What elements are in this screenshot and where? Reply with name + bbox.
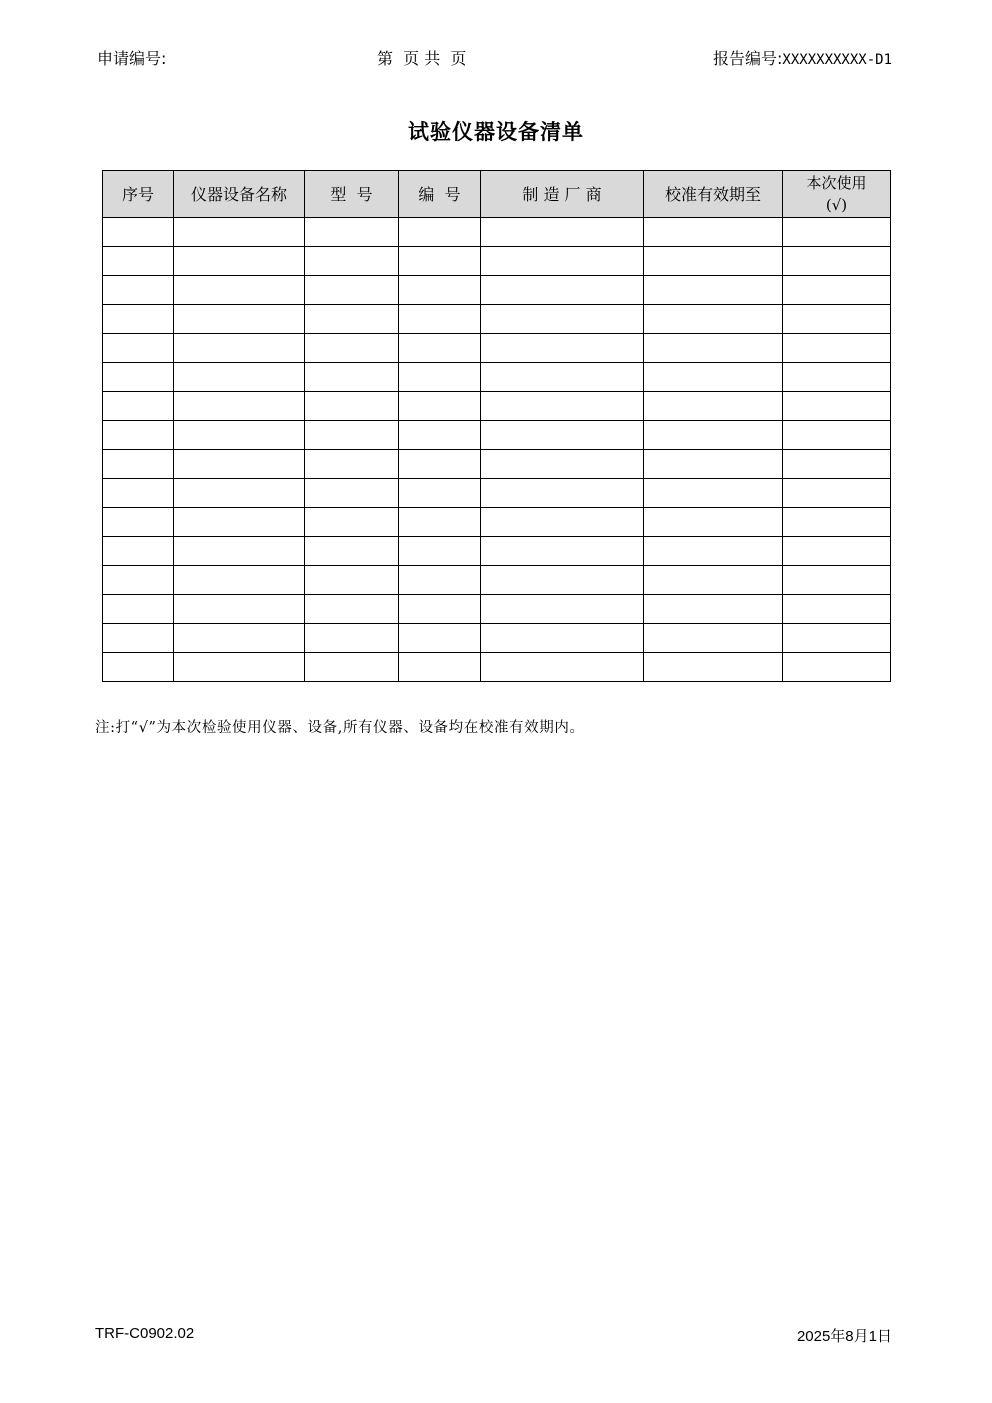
table-cell[interactable] [305,334,399,363]
table-cell[interactable] [644,479,783,508]
table-cell[interactable] [174,421,305,450]
table-cell[interactable] [644,334,783,363]
table-cell[interactable] [305,479,399,508]
page-counter: 第 页 共 页 [377,49,467,68]
table-cell[interactable] [481,537,644,566]
table-cell[interactable] [103,595,174,624]
table-cell[interactable] [305,624,399,653]
table-cell[interactable] [174,479,305,508]
table-row [103,247,891,276]
table-cell[interactable] [644,595,783,624]
table-cell[interactable] [481,421,644,450]
table-cell[interactable] [783,653,891,682]
column-header-serial: 序号 [103,171,174,218]
table-cell[interactable] [481,624,644,653]
table-row [103,450,891,479]
table-cell[interactable] [783,363,891,392]
column-header-manufacturer: 制 造 厂 商 [481,171,644,218]
table-cell[interactable] [399,595,481,624]
table-cell[interactable] [103,508,174,537]
table-cell[interactable] [644,421,783,450]
table-row [103,595,891,624]
table-cell[interactable] [305,566,399,595]
table-cell[interactable] [644,247,783,276]
table-cell[interactable] [103,392,174,421]
table-cell[interactable] [305,537,399,566]
table-cell[interactable] [783,624,891,653]
table-cell[interactable] [783,247,891,276]
table-cell[interactable] [399,450,481,479]
table-cell[interactable] [174,537,305,566]
table-cell[interactable] [305,653,399,682]
table-cell[interactable] [399,421,481,450]
table-cell[interactable] [103,218,174,247]
table-row [103,305,891,334]
table-row [103,276,891,305]
table-cell[interactable] [644,450,783,479]
table-cell[interactable] [481,363,644,392]
table-cell[interactable] [103,421,174,450]
table-cell[interactable] [481,508,644,537]
table-header-row [103,171,891,218]
table-cell[interactable] [103,479,174,508]
table-cell[interactable] [481,653,644,682]
table-cell[interactable] [305,247,399,276]
table-row [103,421,891,450]
table-cell[interactable] [644,566,783,595]
table-cell[interactable] [481,247,644,276]
table-cell[interactable] [399,508,481,537]
table-row [103,566,891,595]
table-body [103,218,891,682]
table-row [103,479,891,508]
table-cell[interactable] [305,305,399,334]
table-cell[interactable] [481,392,644,421]
table-cell[interactable] [174,595,305,624]
table-cell[interactable] [305,218,399,247]
table-cell[interactable] [305,363,399,392]
table-cell[interactable] [399,276,481,305]
table-cell[interactable] [644,276,783,305]
table-cell[interactable] [481,479,644,508]
table-cell[interactable] [399,392,481,421]
application-number-label: 申请编号: [97,49,167,68]
table-cell[interactable] [481,305,644,334]
table-cell[interactable] [783,479,891,508]
table-row [103,537,891,566]
table-row [103,508,891,537]
table-cell[interactable] [481,334,644,363]
table-cell[interactable] [174,363,305,392]
table-cell[interactable] [103,334,174,363]
table-cell[interactable] [783,537,891,566]
table-cell[interactable] [174,247,305,276]
table-cell[interactable] [305,508,399,537]
table-cell[interactable] [783,595,891,624]
column-header-equipment-name: 仪器设备名称 [174,171,305,218]
table-cell[interactable] [174,566,305,595]
table-cell[interactable] [305,595,399,624]
table-cell[interactable] [305,450,399,479]
table-cell[interactable] [103,450,174,479]
table-cell[interactable] [481,595,644,624]
table-cell[interactable] [783,305,891,334]
table-cell[interactable] [399,363,481,392]
table-cell[interactable] [644,363,783,392]
table-cell[interactable] [783,421,891,450]
table-cell[interactable] [399,566,481,595]
table-cell[interactable] [481,566,644,595]
table-cell[interactable] [399,247,481,276]
table-cell[interactable] [783,276,891,305]
table-cell[interactable] [103,537,174,566]
table-row [103,218,891,247]
table-cell[interactable] [103,305,174,334]
table-cell[interactable] [174,624,305,653]
table-cell[interactable] [103,624,174,653]
table-cell[interactable] [174,653,305,682]
table-cell[interactable] [174,334,305,363]
table-cell[interactable] [644,508,783,537]
table-cell[interactable] [783,566,891,595]
table-cell[interactable] [644,653,783,682]
table-cell[interactable] [399,334,481,363]
table-cell[interactable] [481,218,644,247]
table-cell[interactable] [103,566,174,595]
table-cell[interactable] [174,450,305,479]
table-cell[interactable] [783,392,891,421]
column-header-calibration-valid-until: 校准有效期至 [644,171,783,218]
table-row [103,624,891,653]
table-cell[interactable] [174,218,305,247]
report-number-label: 报告编号: [713,49,783,68]
table-cell[interactable] [399,305,481,334]
table-cell[interactable] [174,392,305,421]
table-cell[interactable] [399,624,481,653]
table-cell[interactable] [644,218,783,247]
column-header-used-this-time: 本次使用 (√) [783,171,891,218]
table-cell[interactable] [305,392,399,421]
report-number-value: XXXXXXXXXX-D1 [782,52,892,68]
table-cell[interactable] [783,334,891,363]
table-cell[interactable] [399,479,481,508]
equipment-table [102,170,891,682]
form-code: TRF-C0902.02 [95,1325,195,1342]
column-header-number: 编 号 [399,171,481,218]
table-cell[interactable] [103,247,174,276]
document-title: 试验仪器设备清单 [408,119,584,144]
table-cell[interactable] [305,276,399,305]
report-number [713,48,892,71]
table-cell[interactable] [644,305,783,334]
table-row [103,392,891,421]
table-cell[interactable] [481,276,644,305]
table-cell[interactable] [644,624,783,653]
table-cell[interactable] [399,537,481,566]
table-cell[interactable] [103,653,174,682]
table-cell[interactable] [174,276,305,305]
table-row [103,653,891,682]
table-row [103,363,891,392]
table-cell[interactable] [481,450,644,479]
table-cell[interactable] [174,508,305,537]
table-cell[interactable] [174,305,305,334]
table-cell[interactable] [399,218,481,247]
table-cell[interactable] [783,450,891,479]
table-cell[interactable] [783,508,891,537]
table-cell[interactable] [103,276,174,305]
footer-date: 2025年8月1日 [796,1328,892,1345]
note-text: 注:打“√”为本次检验使用仪器、设备,所有仪器、设备均在校准有效期内。 [95,720,585,736]
table-cell[interactable] [783,218,891,247]
column-header-model: 型 号 [305,171,399,218]
table-row [103,334,891,363]
table-cell[interactable] [103,363,174,392]
table-cell[interactable] [644,392,783,421]
table-cell[interactable] [305,421,399,450]
table-cell[interactable] [644,537,783,566]
table-cell[interactable] [399,653,481,682]
